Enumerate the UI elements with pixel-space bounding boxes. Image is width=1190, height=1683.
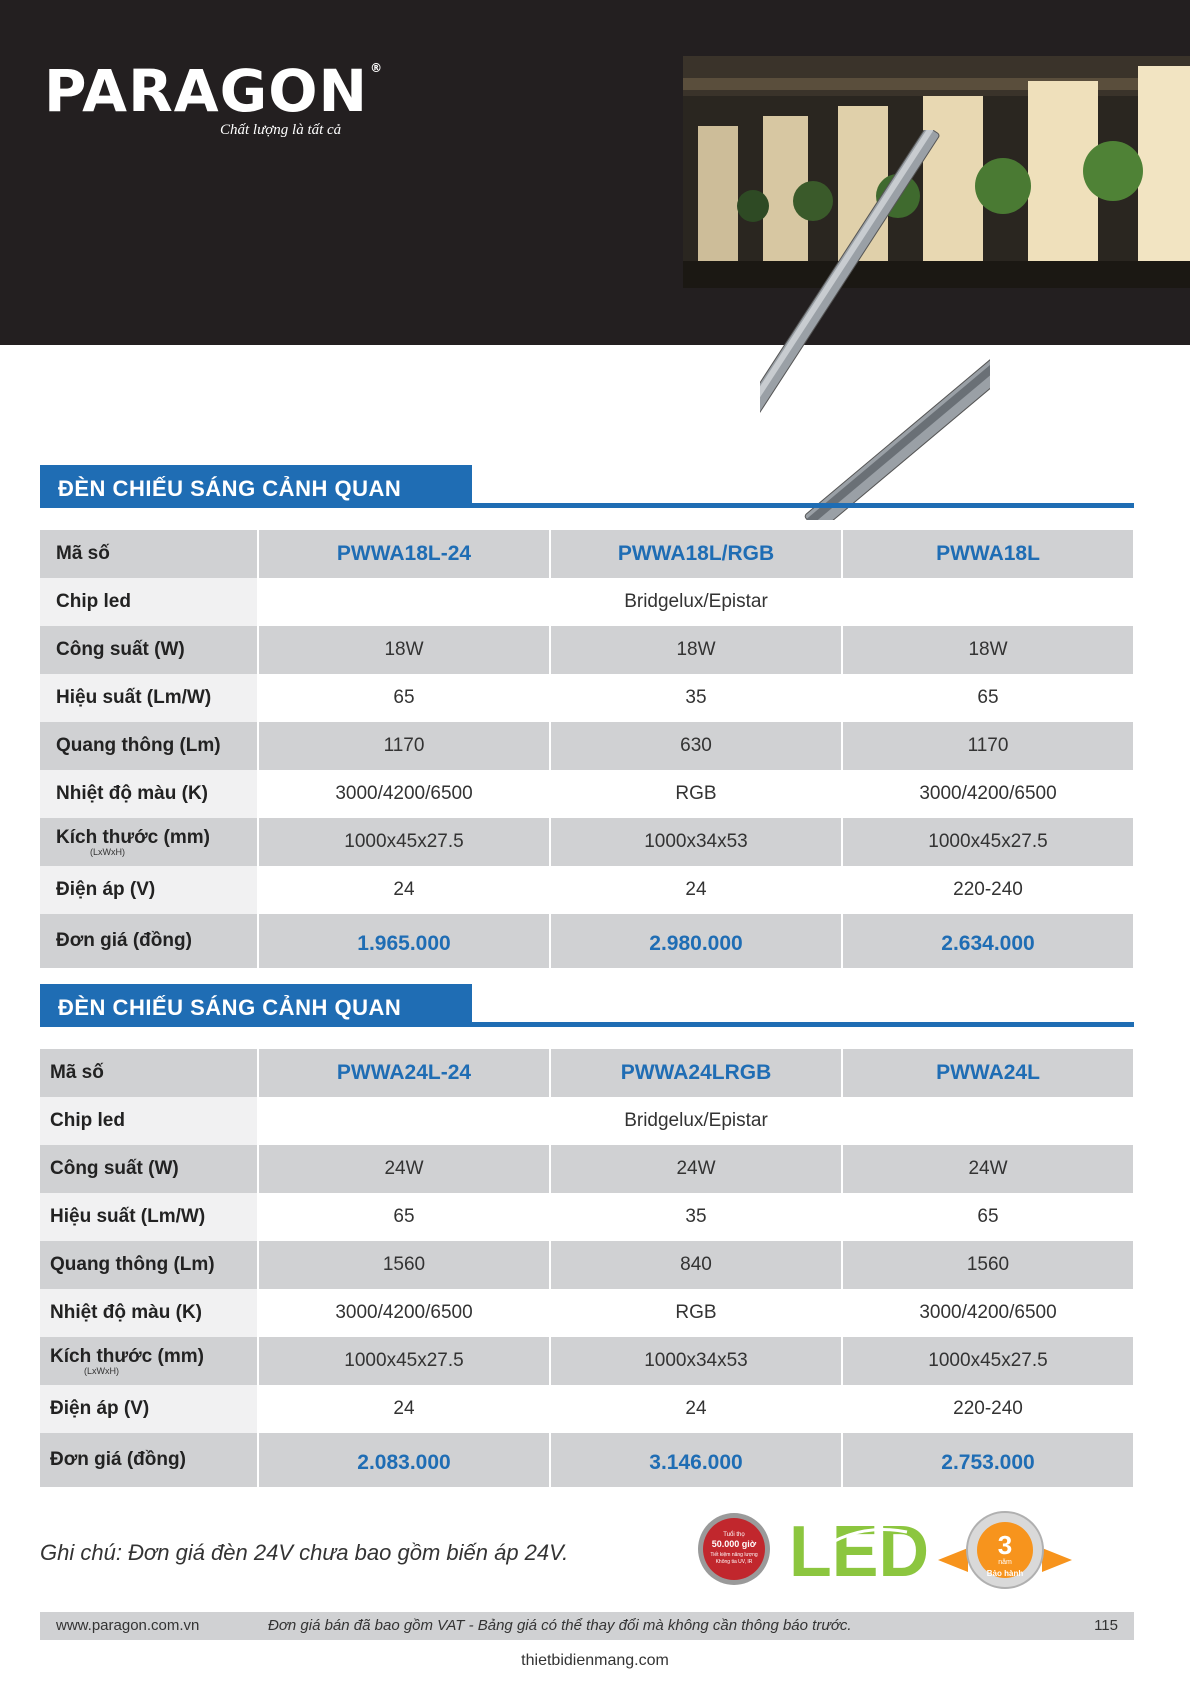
cell-value: RGB: [550, 1289, 842, 1337]
spec-table-2: [40, 1049, 1135, 1487]
cell-value: 35: [550, 1193, 842, 1241]
svg-text:năm: năm: [998, 1559, 1012, 1566]
cell-value: 24: [258, 1385, 550, 1433]
website-link[interactable]: www.paragon.com.vn: [56, 1617, 200, 1634]
cell-value: 1170: [842, 722, 1134, 770]
table-row: [40, 578, 1134, 626]
table-row: [40, 674, 1134, 722]
cell-value: 24: [550, 1385, 842, 1433]
cell-value: 3000/4200/6500: [258, 1289, 550, 1337]
row-label: Hiệu suất (Lm/W): [40, 1193, 258, 1241]
product-code: PWWA18L/RGB: [550, 530, 842, 578]
table-row: [40, 1241, 1134, 1289]
row-label: Công suất (W): [40, 1145, 258, 1193]
svg-text:50.000 giờ: 50.000 giờ: [711, 1539, 757, 1549]
price-value: 2.083.000: [258, 1433, 550, 1487]
lifetime-badge-icon: [697, 1512, 771, 1586]
table-row: [40, 1385, 1134, 1433]
cell-value: 1000x45x27.5: [842, 818, 1134, 866]
page-number: 115: [1094, 1617, 1118, 1634]
table-row: [40, 1337, 1134, 1385]
led-wall-washer-image: [760, 130, 990, 520]
cell-value: 1000x34x53: [550, 818, 842, 866]
table-row: [40, 1433, 1134, 1487]
cell-value: 1000x45x27.5: [842, 1337, 1134, 1385]
svg-text:3: 3: [997, 1530, 1013, 1560]
svg-text:LED: LED: [789, 1512, 929, 1584]
product-code: PWWA24L-24: [258, 1049, 550, 1097]
cell-value: 24: [258, 866, 550, 914]
price-value: 2.980.000: [550, 914, 842, 968]
chip-value: Bridgelux/Epistar: [258, 578, 1134, 626]
footnote: Ghi chú: Đơn giá đèn 24V chưa bao gồm biến áp 24V.: [40, 1540, 569, 1565]
row-label: Đơn giá (đồng): [40, 914, 258, 968]
cell-value: 1000x45x27.5: [258, 1337, 550, 1385]
table-row: [40, 818, 1134, 866]
price-value: 1.965.000: [258, 914, 550, 968]
row-label: Hiệu suất (Lm/W): [40, 674, 258, 722]
cell-value: 1170: [258, 722, 550, 770]
paragon-logo: PARAGON ®: [44, 57, 384, 125]
product-code: PWWA18L-24: [258, 530, 550, 578]
row-label: Quang thông (Lm): [40, 722, 258, 770]
header-banner: [0, 0, 1190, 345]
slogan: Chất lượng là tất cả: [220, 122, 342, 138]
product-code: PWWA24LRGB: [550, 1049, 842, 1097]
cell-value: 630: [550, 722, 842, 770]
row-label: Quang thông (Lm): [40, 1241, 258, 1289]
svg-text:Tuổi thọ: Tuổi thọ: [723, 1532, 745, 1538]
cell-value: 1000x45x27.5: [258, 818, 550, 866]
table-row: [40, 1193, 1134, 1241]
table-row: [40, 914, 1134, 968]
price-disclaimer: Đơn giá bán đã bao gồm VAT - Bảng giá có thể thay đổi mà không cần thông báo trước.: [268, 1617, 852, 1634]
table-row: [40, 770, 1134, 818]
row-label: Kích thước (mm) (LxWxH): [40, 1337, 258, 1385]
watermark-text: thietbidienmang.com: [521, 1652, 669, 1669]
table-row: [40, 530, 1134, 578]
table-row: [40, 1289, 1134, 1337]
row-sublabel: (LxWxH): [90, 847, 125, 857]
row-label: Kích thước (mm) (LxWxH): [40, 818, 258, 866]
product-code: PWWA24L: [842, 1049, 1134, 1097]
price-value: 2.753.000: [842, 1433, 1134, 1487]
row-sublabel: (LxWxH): [84, 1366, 119, 1376]
cell-value: 18W: [842, 626, 1134, 674]
table-row: [40, 1145, 1134, 1193]
chip-value: Bridgelux/Epistar: [258, 1097, 1134, 1145]
product-code: PWWA18L: [842, 530, 1134, 578]
spec-table-1: [40, 530, 1135, 968]
row-label: Điện áp (V): [40, 1385, 258, 1433]
row-label: Đơn giá (đồng): [40, 1433, 258, 1487]
cell-value: 1560: [842, 1241, 1134, 1289]
row-label: Nhiệt độ màu (K): [40, 1289, 258, 1337]
price-value: 2.634.000: [842, 914, 1134, 968]
cell-value: 65: [258, 674, 550, 722]
cell-value: RGB: [550, 770, 842, 818]
row-label: Công suất (W): [40, 626, 258, 674]
table-row: [40, 626, 1134, 674]
cell-value: 24W: [550, 1145, 842, 1193]
cell-value: 24W: [258, 1145, 550, 1193]
row-label: Chip led: [40, 1097, 258, 1145]
row-label: Điện áp (V): [40, 866, 258, 914]
cell-value: 3000/4200/6500: [258, 770, 550, 818]
cell-value: 220-240: [842, 866, 1134, 914]
cell-value: 3000/4200/6500: [842, 770, 1134, 818]
cell-value: 18W: [550, 626, 842, 674]
row-label: Mã số: [40, 530, 258, 578]
row-label: Nhiệt độ màu (K): [40, 770, 258, 818]
row-label: Mã số: [40, 1049, 258, 1097]
cell-value: 1000x34x53: [550, 1337, 842, 1385]
cell-value: 840: [550, 1241, 842, 1289]
table-row: [40, 866, 1134, 914]
cell-value: 35: [550, 674, 842, 722]
cell-value: 65: [842, 1193, 1134, 1241]
cell-value: 24: [550, 866, 842, 914]
svg-text:Không tia UV, IR: Không tia UV, IR: [715, 1559, 753, 1565]
cell-value: 220-240: [842, 1385, 1134, 1433]
svg-text:Bảo hành: Bảo hành: [986, 1569, 1024, 1578]
cell-value: 24W: [842, 1145, 1134, 1193]
table-row: [40, 1097, 1134, 1145]
cell-value: 3000/4200/6500: [842, 1289, 1134, 1337]
footer-bar: [40, 1612, 1134, 1640]
cell-value: 18W: [258, 626, 550, 674]
cell-value: 65: [258, 1193, 550, 1241]
table-row: [40, 722, 1134, 770]
row-label: Chip led: [40, 578, 258, 626]
svg-text:Tiết kiệm năng lượng: Tiết kiệm năng lượng: [710, 1552, 758, 1558]
cell-value: 1560: [258, 1241, 550, 1289]
price-value: 3.146.000: [550, 1433, 842, 1487]
table-row: [40, 1049, 1134, 1097]
cell-value: 65: [842, 674, 1134, 722]
warranty-badge-icon: [938, 1510, 1072, 1590]
led-logo-icon: [787, 1512, 932, 1584]
